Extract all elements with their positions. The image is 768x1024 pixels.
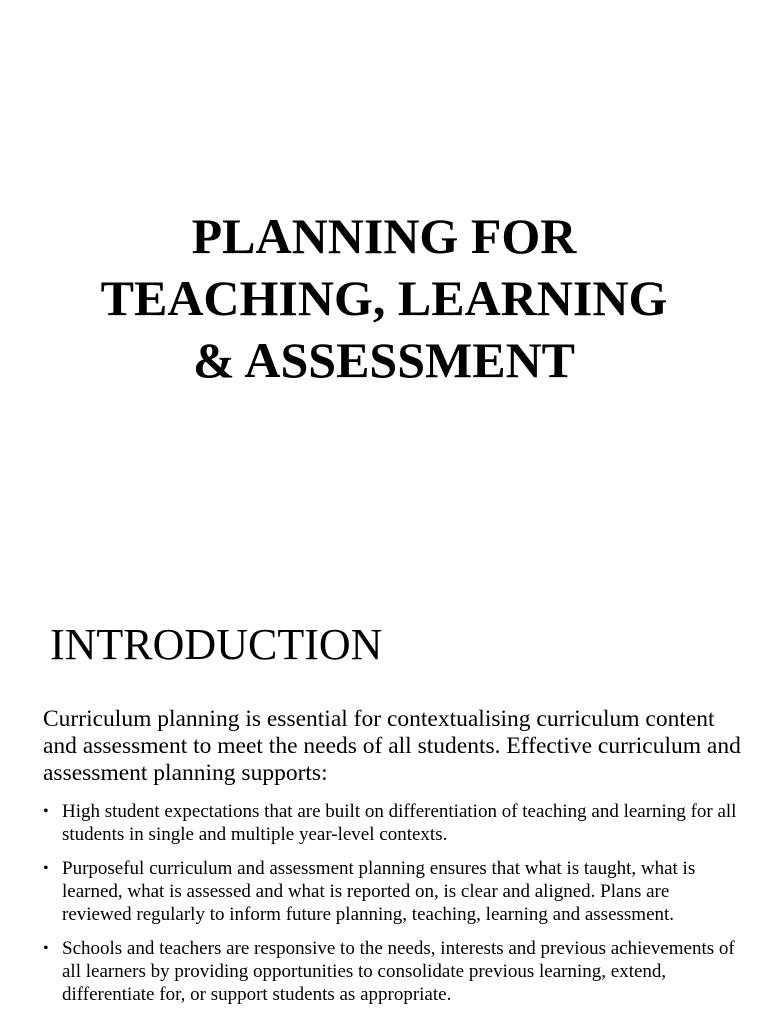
bullet-icon: • — [43, 803, 49, 820]
slide-title-line: TEACHING, LEARNING — [100, 270, 668, 326]
list-item-text: Purposeful curriculum and assessment planning ensures that what is taught, what is learned, what is assessed and what is reported on, is clear and aligned. Plans are reviewed regularly to inform future planning, teaching, learning and assessment. — [62, 858, 696, 925]
list-item — [43, 857, 743, 926]
list-item-text: Schools and teachers are responsive to the needs, interests and previous achievements of all learners by providing opportunities to consolidate previous learning, extend, differentiate for, or support students as appropriate. — [62, 938, 735, 1005]
section-heading: INTRODUCTION — [50, 620, 383, 669]
list-item-text: High student expectations that are built on differentiation of teaching and learning for all students in single and multiple year-level contexts. — [62, 801, 737, 845]
list-item — [43, 800, 743, 846]
slide-title-line: & ASSESSMENT — [192, 332, 576, 388]
bullet-icon: • — [43, 860, 49, 877]
list-item — [43, 937, 743, 1006]
slide-title-line: PLANNING FOR — [191, 208, 577, 264]
bullet-icon: • — [43, 940, 49, 957]
bullet-list — [43, 800, 743, 1017]
slide-title — [0, 205, 768, 391]
intro-paragraph: Curriculum planning is essential for contextualising curriculum content and assessment to meet the needs of all students. Effective curriculum and assessment planning supports: — [43, 706, 741, 786]
